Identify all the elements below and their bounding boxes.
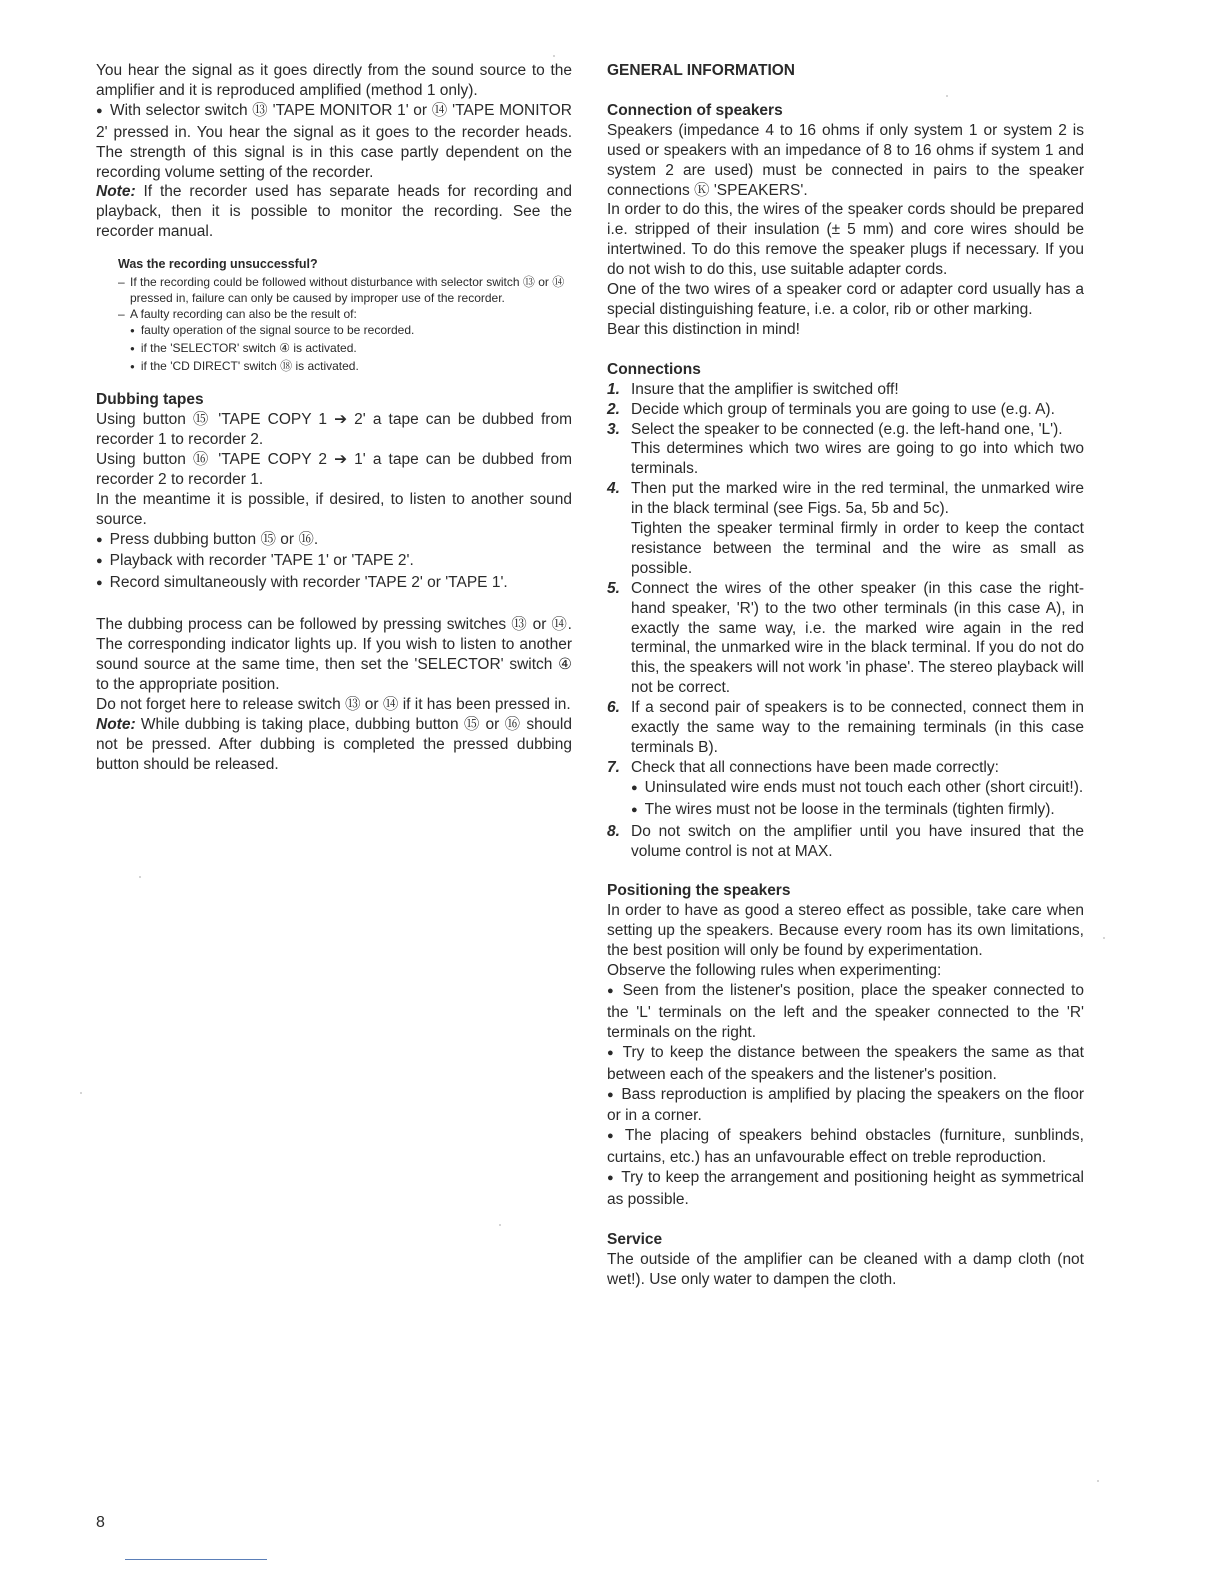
step-item (607, 579, 1084, 698)
spacer (96, 595, 572, 615)
service-paragraph: The outside of the amplifier can be cleaned with a damp cloth (not wet!). Use only water to dampen the cloth. (607, 1250, 1084, 1288)
page-number: 8 (96, 1514, 105, 1531)
service-title: Service (607, 1230, 663, 1248)
dubbing-line: Using button ⑯ 'TAPE COPY 2 ➔ 1' a tape can be dubbed from recorder 2 to recorder 1. (96, 450, 572, 488)
troubleshooting-subitem: ● faulty operation of the signal source to be recorded. (118, 322, 572, 340)
dubbing-bullet: ● Press dubbing button ⑮ or ⑯. (96, 530, 572, 552)
connections-title: Connections (607, 360, 701, 378)
troubleshooting-item: – If the recording could be followed without disturbance with selector switch ⑬ or ⑭ pressed in, failure can only be caused by improper use of the recorder. (118, 274, 572, 306)
step-bullet: ● The wires must not be loose in the terminals (tighten firmly). (631, 800, 1084, 822)
troubleshooting-item: – A faulty recording can also be the result of: (118, 306, 572, 322)
dubbing-line: In the meantime it is possible, if desired, to listen to another sound source. (96, 490, 572, 528)
step-text: Do not switch on the amplifier until you have insured that the volume control is not at MAX. (631, 822, 1084, 860)
right-column (607, 61, 1084, 1290)
speakers-paragraph: Bear this distinction in mind! (607, 320, 800, 338)
scan-speck (1097, 1480, 1099, 1482)
troubleshooting-subitem: ● if the 'SELECTOR' switch ④ is activated. (118, 340, 572, 358)
speakers-paragraph: In order to do this, the wires of the speaker cords should be prepared i.e. stripped of their insulation (± 5 mm) and core wires should be intertwined. To do this remove the speaker plugs if necessary. If you do not wish to do this, use suitable adapter cords. (607, 201, 1084, 279)
dubbing-line: Using button ⑮ 'TAPE COPY 1 ➔ 2' a tape can be dubbed from recorder 1 to recorder 2. (96, 411, 572, 448)
step-text: Check that all connections have been made correctly: (631, 758, 999, 776)
note-label: Note: (96, 183, 136, 201)
note-text: If the recorder used has separate heads for recording and playback, then it is possible to monitor the recording. See the recorder manual. (96, 183, 572, 241)
troubleshooting-box (118, 256, 572, 376)
step-text: If a second pair of speakers is to be connected, connect them in exactly the same way to the remaining terminals (in this case terminals B). (631, 699, 1084, 756)
dubbing-bullet: ● Record simultaneously with recorder 'TAPE 2' or 'TAPE 1'. (96, 573, 572, 595)
monitor-bullet: ● With selector switch ⑬ 'TAPE MONITOR 1' or ⑭ 'TAPE MONITOR 2' pressed in. You hear the signal as it goes to the recorder heads. The strength of this signal is in this case partly dependent on the recording volume setting of the recorder. (96, 101, 572, 183)
positioning-bullet: ● Seen from the listener's position, place the speaker connected to the 'L' terminals on the left and the speaker connected to the 'R' terminals on the right. (607, 981, 1084, 1043)
scan-speck (1103, 937, 1105, 939)
troubleshooting-heading: Was the recording unsuccessful? (118, 257, 318, 272)
step-text: This determines which two wires are going to go into which two terminals. (631, 440, 1084, 478)
process-paragraph: The dubbing process can be followed by pressing switches ⑬ or ⑭. The corresponding indicator lights up. If you wish to listen to another sound source at the same time, then set the 'SELECTOR' switch ④ to the appropriate position. (96, 616, 572, 693)
spacer (607, 81, 1084, 101)
scan-speck (499, 1224, 501, 1226)
spacer (607, 1210, 1084, 1230)
note-text: While dubbing is taking place, dubbing button ⑮ or ⑯ should not be pressed. After dubbing is completed the pressed dubbing button should be released. (96, 715, 572, 773)
step-item (607, 400, 1084, 420)
step-number: 2. (607, 400, 620, 418)
footer-rule (125, 1559, 267, 1560)
step-text: Then put the marked wire in the red terminal, the unmarked wire in the black terminal (see Figs. 5a, 5b and 5c). (631, 480, 1084, 518)
process-paragraph: Do not forget here to release switch ⑬ or ⑭ if it has been pressed in. (96, 695, 571, 713)
speakers-title: Connection of speakers (607, 101, 783, 119)
positioning-bullet: ● The placing of speakers behind obstacles (furniture, sunblinds, curtains, etc.) has an unfavourable effect on treble reproduction. (607, 1126, 1084, 1168)
step-item (607, 380, 1084, 400)
left-column (96, 61, 572, 774)
positioning-paragraph: In order to have as good a stereo effect as possible, take care when setting up the speakers. Because every room has its own limitations, the best position will only be found by experimentation. (607, 902, 1084, 960)
positioning-bullet: ● Try to keep the arrangement and positioning height as symmetrical as possible. (607, 1168, 1084, 1210)
dubbing-title: Dubbing tapes (96, 391, 204, 409)
intro-paragraph: You hear the signal as it goes directly from the sound source to the amplifier and it is reproduced amplified (method 1 only). (96, 62, 572, 99)
step-item (607, 479, 1084, 579)
step-number: 3. (607, 420, 620, 438)
speakers-paragraph: Speakers (impedance 4 to 16 ohms if only system 1 or system 2 is used or speakers with an impedance of 8 to 16 ohms if system 1 and system 2 are used) must be connected in pairs to the speaker connections Ⓚ 'SPEAKERS'. (607, 121, 1084, 199)
note-label: Note: (96, 715, 136, 733)
scan-speck (553, 55, 555, 57)
positioning-bullet: ● Try to keep the distance between the speakers the same as that between each of the speakers and the listener's position. (607, 1043, 1084, 1085)
scan-speck (139, 876, 141, 878)
step-number: 1. (607, 380, 620, 398)
note-paragraph (96, 182, 572, 242)
step-item (607, 420, 1084, 480)
speakers-paragraph: One of the two wires of a speaker cord or adapter cord usually has a special distinguishing feature, i.e. a color, rib or other marking. (607, 281, 1084, 318)
step-text: Tighten the speaker terminal firmly in order to keep the contact resistance between the terminal and the wire as small as possible. (631, 520, 1084, 577)
step-item (607, 758, 1084, 822)
troubleshooting-subitem: ● if the 'CD DIRECT' switch ⑱ is activated. (118, 358, 572, 376)
step-text: Select the speaker to be connected (e.g. the left-hand one, 'L'). (631, 420, 1063, 438)
spacer (607, 861, 1084, 881)
scan-speck (946, 95, 948, 97)
scan-speck (80, 1092, 82, 1094)
note-paragraph (96, 715, 572, 775)
positioning-paragraph: Observe the following rules when experimenting: (607, 962, 942, 980)
step-number: 8. (607, 822, 620, 840)
dubbing-bullet: ● Playback with recorder 'TAPE 1' or 'TAPE 2'. (96, 551, 572, 573)
step-text: Insure that the amplifier is switched off! (631, 380, 899, 398)
step-item (607, 822, 1084, 862)
positioning-title: Positioning the speakers (607, 882, 791, 900)
step-bullet: ● Uninsulated wire ends must not touch each other (short circuit!). (631, 778, 1084, 800)
step-number: 4. (607, 480, 620, 498)
general-info-title: GENERAL INFORMATION (607, 62, 796, 79)
step-number: 6. (607, 699, 620, 717)
step-number: 5. (607, 579, 620, 597)
step-item (607, 698, 1084, 758)
spacer (607, 340, 1084, 360)
step-text: Connect the wires of the other speaker (in this case the right-hand speaker, 'R') to the two other terminals (in this case A), in exactly the same way, i.e. the marked wire again in the red terminal, the unmarked wire in the black terminal. If you do not do this, the speakers will not work 'in phase'. The stereo playback will not be correct. (631, 579, 1084, 697)
step-number: 7. (607, 758, 620, 776)
step-text: Decide which group of terminals you are going to use (e.g. A). (631, 400, 1055, 418)
positioning-bullet: ● Bass reproduction is amplified by placing the speakers on the floor or in a corner. (607, 1085, 1084, 1127)
